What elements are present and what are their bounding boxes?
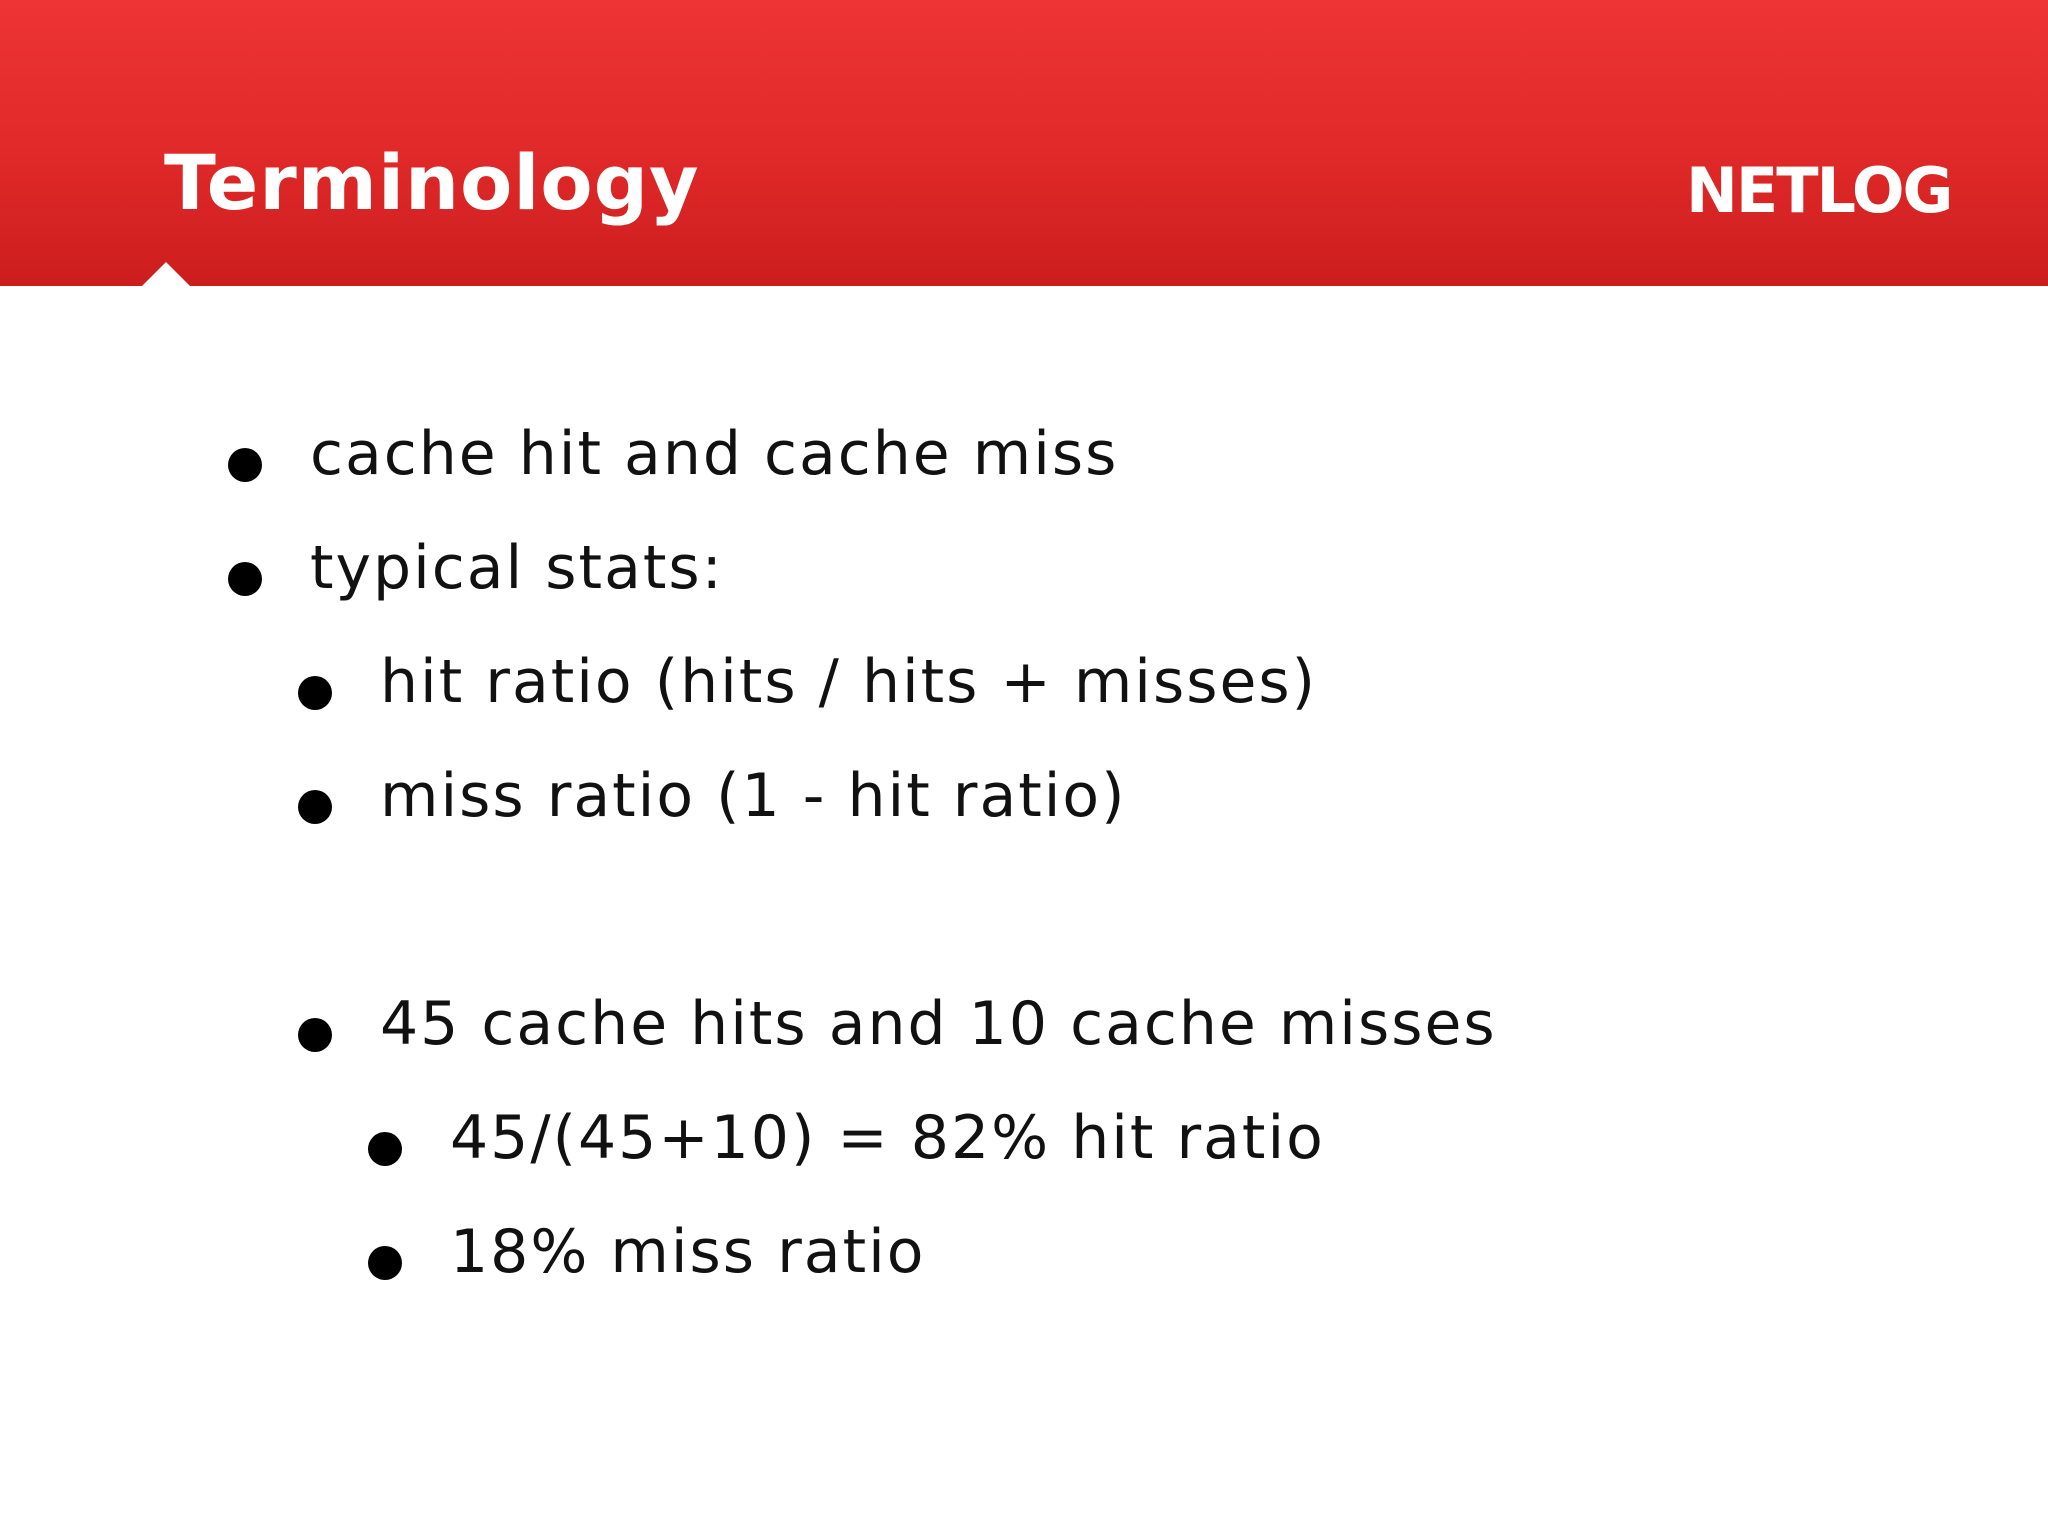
bullet-dot-icon [368,1132,402,1166]
bullet-dot-icon [298,676,332,710]
netlog-logo: NETLOG [1686,154,1952,227]
bullet-text: 45 cache hits and 10 cache misses [380,989,1497,1059]
bullet-dot-icon [228,562,262,596]
bullet-text: hit ratio (hits / hits + misses) [380,647,1318,717]
bullet-dot-icon [298,1018,332,1052]
bullet-text: cache hit and cache miss [310,419,1119,489]
bullet-text: miss ratio (1 - hit ratio) [380,761,1127,831]
slide-title: Terminology [164,138,700,227]
bullet-dot-icon [298,790,332,824]
bullet-dot-icon [228,448,262,482]
bullet-text: typical stats: [310,533,724,603]
bullet-text: 45/(45+10) = 82% hit ratio [450,1103,1325,1173]
bullet-dot-icon [368,1246,402,1280]
bullet-text: 18% miss ratio [450,1217,926,1287]
